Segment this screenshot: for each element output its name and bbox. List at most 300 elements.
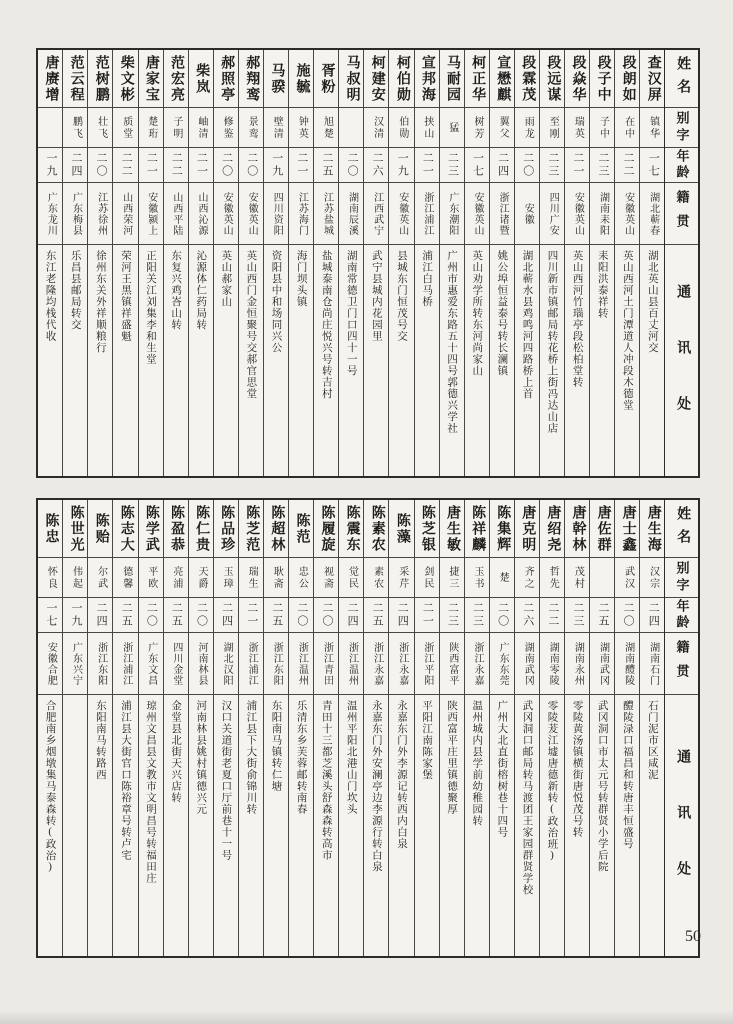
person-entry-column	[589, 50, 614, 476]
address-cell	[289, 695, 313, 956]
address-cell-text: 海门坝头镇	[295, 250, 307, 308]
age-cell-text: 二〇	[95, 152, 108, 178]
address-cell-text: 四川新市镇邮局转花桥上街冯达山店	[546, 250, 558, 434]
person-entry-column	[489, 500, 514, 956]
address-cell	[640, 695, 664, 956]
courtesy-name-cell	[364, 558, 388, 598]
native-place-cell-text: 浙江温州	[296, 641, 308, 686]
address-cell-text: 武宁县城内花园里	[370, 250, 382, 342]
address-cell-text: 耒阳洪泰祥转	[596, 250, 608, 319]
age-cell	[289, 148, 313, 183]
native-place-cell	[239, 183, 263, 245]
courtesy-name-cell-text: 觉民	[346, 565, 358, 590]
address-cell	[139, 245, 163, 476]
courtesy-name-cell-text: 瑞英	[572, 115, 584, 140]
courtesy-name-cell-text: 剑民	[421, 565, 433, 590]
name-cell	[440, 50, 464, 108]
native-place-cell	[540, 183, 564, 245]
native-place-cell	[314, 633, 338, 695]
address-cell-text: 乐昌县邮局转交	[69, 250, 81, 331]
name-cell-text: 陈藻	[394, 512, 410, 545]
person-entry-column	[414, 500, 439, 956]
address-cell	[88, 695, 112, 956]
native-place-cell	[339, 633, 363, 695]
native-place-cell-text: 安徽英山	[221, 191, 233, 236]
name-cell-text: 陈贻	[93, 512, 109, 545]
courtesy-name-cell	[540, 108, 564, 148]
address-cell	[113, 695, 137, 956]
courtesy-name-cell	[389, 108, 413, 148]
column-headers	[664, 500, 698, 956]
name-cell	[314, 50, 338, 108]
courtesy-name-cell	[665, 558, 698, 598]
age-cell-text: 二〇	[496, 602, 509, 628]
address-cell	[189, 245, 213, 476]
age-cell-text: 二四	[647, 602, 660, 628]
courtesy-name-cell	[540, 558, 564, 598]
address-cell-text: 温州平阳北港山门坎头	[345, 700, 357, 815]
age-cell-text: 二三	[597, 152, 609, 178]
native-place-cell-text: 广东龙川	[45, 191, 57, 236]
name-cell	[415, 50, 439, 108]
native-place-cell-text: 江苏海门	[296, 191, 308, 236]
native-place-cell-text: 广东梅县	[70, 191, 82, 236]
name-cell-text: 柴文彬	[118, 54, 134, 103]
courtesy-name-cell-text: 伯勋	[396, 115, 408, 140]
age-cell	[665, 598, 698, 633]
age-cell	[465, 148, 489, 183]
name-cell	[415, 500, 439, 558]
native-place-cell	[38, 183, 62, 245]
age-cell	[540, 598, 564, 633]
native-place-cell-text: 山西平陆	[170, 191, 182, 236]
native-place-cell-text: 湖南辰溪	[346, 191, 358, 236]
address-cell	[665, 695, 698, 956]
age-cell	[63, 148, 87, 183]
person-entry-column	[163, 500, 188, 956]
courtesy-name-cell	[239, 108, 263, 148]
name-cell	[615, 50, 639, 108]
address-cell-text: 姚公埠恒益泰号转长澜镇	[496, 250, 508, 377]
address-cell-text: 通讯处	[675, 748, 691, 917]
person-entry-column	[112, 50, 137, 476]
name-cell	[515, 50, 539, 108]
age-cell	[314, 598, 338, 633]
age-cell-text: 二〇	[320, 602, 333, 628]
person-entry-column	[112, 500, 137, 956]
native-place-cell-text: 山西荣河	[120, 191, 132, 236]
address-cell	[540, 695, 564, 956]
name-cell-text: 唐克明	[520, 504, 536, 553]
age-cell-text: 二〇	[145, 602, 158, 628]
address-cell	[314, 695, 338, 956]
native-place-cell	[590, 633, 614, 695]
address-cell	[389, 695, 413, 956]
name-cell-text: 唐赓增	[43, 54, 59, 103]
age-cell-text: 二一	[421, 602, 434, 628]
age-cell-text: 二六	[371, 152, 384, 178]
native-place-cell	[440, 183, 464, 245]
column-headers	[664, 50, 698, 476]
name-cell	[314, 500, 338, 558]
native-place-cell-text: 广东东莞	[497, 641, 509, 686]
age-cell	[239, 148, 263, 183]
courtesy-name-cell-text: 鹏飞	[70, 115, 82, 140]
native-place-cell	[665, 633, 698, 695]
page-number: 50	[685, 928, 701, 945]
person-entry-column	[539, 500, 564, 956]
age-cell	[164, 598, 188, 633]
courtesy-name-cell	[314, 108, 338, 148]
person-entry-column	[288, 50, 313, 476]
age-cell	[665, 148, 698, 183]
person-entry-column	[38, 500, 62, 956]
courtesy-name-cell-text: 武汉	[622, 565, 634, 590]
age-cell-text: 二四	[220, 602, 233, 628]
courtesy-name-cell-text: 汉宗	[647, 565, 659, 590]
native-place-cell	[490, 183, 514, 245]
age-cell-text: 二〇	[346, 152, 359, 178]
address-cell	[515, 695, 539, 956]
native-place-cell-text: 山西沁源	[195, 191, 207, 236]
address-cell	[615, 695, 639, 956]
name-cell	[189, 50, 213, 108]
name-cell-text: 陈盈恭	[168, 504, 184, 553]
age-cell	[339, 148, 363, 183]
native-place-cell	[565, 183, 589, 245]
age-cell-text: 二五	[170, 602, 183, 628]
address-cell-text: 武冈洞口市太元号转群贤小学后院	[596, 700, 608, 873]
person-entry-column	[87, 500, 112, 956]
native-place-cell-text: 浙江东阳	[271, 641, 283, 686]
age-cell-text: 二四	[95, 602, 108, 628]
name-cell	[239, 500, 263, 558]
age-cell	[615, 148, 639, 183]
age-cell	[139, 148, 163, 183]
native-place-cell	[415, 633, 439, 695]
courtesy-name-cell-text: 质堂	[120, 115, 132, 140]
address-cell	[264, 695, 288, 956]
name-cell	[565, 500, 589, 558]
native-place-cell	[189, 183, 213, 245]
native-place-cell-text: 浙江永嘉	[371, 641, 383, 686]
person-entry-column	[313, 500, 338, 956]
courtesy-name-cell	[164, 558, 188, 598]
address-cell	[364, 245, 388, 476]
address-cell	[239, 245, 263, 476]
age-cell-text: 二五	[270, 602, 283, 628]
age-cell-text: 年龄	[674, 599, 690, 631]
name-cell-text: 马骙	[269, 62, 285, 95]
age-cell-text: 二二	[622, 152, 635, 178]
name-cell	[465, 50, 489, 108]
person-entry-column	[313, 50, 338, 476]
age-cell-text: 二〇	[622, 602, 635, 628]
age-cell	[515, 148, 539, 183]
name-cell	[88, 50, 112, 108]
courtesy-name-cell	[590, 108, 614, 148]
courtesy-name-cell	[490, 558, 514, 598]
native-place-cell-text: 四川资阳	[271, 191, 283, 236]
address-cell	[465, 245, 489, 476]
courtesy-name-cell	[113, 108, 137, 148]
address-cell-text: 湖北蕲水县鸡鸣河四路桥上首	[521, 250, 533, 400]
name-cell	[640, 50, 664, 108]
address-cell	[214, 245, 238, 476]
native-place-cell-text: 浙江浦江	[246, 641, 258, 686]
age-cell	[38, 598, 62, 633]
courtesy-name-cell	[640, 558, 664, 598]
address-cell	[38, 695, 62, 956]
courtesy-name-cell	[615, 108, 639, 148]
address-cell-text: 徐州东关外祥顺粮行	[94, 250, 106, 354]
courtesy-name-cell-text: 岫清	[195, 115, 207, 140]
name-cell-text: 马叔明	[344, 54, 360, 103]
native-place-cell-text: 湖南武冈	[522, 641, 534, 686]
name-cell	[364, 500, 388, 558]
courtesy-name-cell	[490, 108, 514, 148]
person-entry-column	[589, 500, 614, 956]
courtesy-name-cell-text: 镇华	[647, 115, 659, 140]
age-cell	[565, 148, 589, 183]
name-cell	[665, 500, 698, 558]
name-cell-text: 柯建安	[369, 54, 385, 103]
native-place-cell	[515, 183, 539, 245]
age-cell-text: 一九	[270, 152, 283, 178]
courtesy-name-cell-text: 捷三	[446, 565, 458, 590]
name-cell	[640, 500, 664, 558]
address-cell	[189, 695, 213, 956]
person-entry-column	[564, 50, 589, 476]
courtesy-name-cell-text: 壮飞	[95, 115, 107, 140]
address-cell-text: 盐城泰南仓尚庄悦兴号转吉村	[320, 250, 332, 400]
address-cell	[214, 695, 238, 956]
age-cell-text: 二三	[446, 602, 459, 628]
person-entry-column	[62, 50, 87, 476]
native-place-cell	[63, 183, 87, 245]
age-cell-text: 二二	[170, 152, 183, 178]
person-entry-column	[489, 50, 514, 476]
courtesy-name-cell-text: 德馨	[120, 565, 132, 590]
courtesy-name-cell-text: 尔武	[95, 565, 107, 590]
name-cell-text: 马耐园	[445, 54, 461, 103]
age-cell-text: 二二	[546, 602, 559, 628]
age-cell	[339, 598, 363, 633]
address-cell	[164, 695, 188, 956]
courtesy-name-cell-text: 忠公	[296, 565, 308, 590]
name-cell-text: 宣懋麒	[495, 54, 511, 103]
age-cell-text: 二五	[597, 602, 609, 628]
address-cell	[440, 245, 464, 476]
name-cell-text: 胥粉	[319, 62, 335, 95]
age-cell	[540, 148, 564, 183]
native-place-cell-text: 江苏徐州	[95, 191, 107, 236]
courtesy-name-cell	[214, 108, 238, 148]
name-cell-text: 陈忠	[43, 512, 59, 545]
native-place-cell-text: 陕西富平	[446, 641, 458, 686]
age-cell-text: 二〇	[195, 602, 208, 628]
name-cell-text: 查汉屏	[645, 54, 661, 103]
native-place-cell-text: 浙江温州	[346, 641, 358, 686]
native-place-cell-text: 浙江平阳	[421, 641, 433, 686]
name-cell-text: 宣邦海	[419, 54, 435, 103]
age-cell-text: 二一	[571, 152, 584, 178]
name-cell	[214, 50, 238, 108]
name-cell-text: 姓名	[675, 55, 691, 102]
person-entry-column	[363, 500, 388, 956]
native-place-cell	[615, 183, 639, 245]
courtesy-name-cell	[615, 558, 639, 598]
native-place-cell	[38, 633, 62, 695]
courtesy-name-cell	[139, 108, 163, 148]
name-cell-text: 段远谋	[545, 54, 561, 103]
courtesy-name-cell-text: 汉清	[371, 115, 383, 140]
name-cell	[139, 500, 163, 558]
address-cell-text: 金堂县北街天兴店转	[170, 700, 182, 804]
native-place-cell	[389, 633, 413, 695]
name-cell-text: 柯伯勋	[394, 54, 410, 103]
name-cell-text: 陈震东	[344, 504, 360, 553]
address-cell	[63, 695, 87, 956]
courtesy-name-cell-text: 玉书	[472, 565, 484, 590]
native-place-cell-text: 湖南零陵	[547, 641, 559, 686]
name-cell-text: 唐家宝	[143, 54, 159, 103]
address-cell	[465, 695, 489, 956]
courtesy-name-cell-text: 耿斋	[271, 565, 283, 590]
address-cell	[339, 245, 363, 476]
address-cell-text: 东阳南马镇转仁塘	[270, 700, 282, 792]
address-cell	[590, 245, 614, 476]
courtesy-name-cell	[88, 108, 112, 148]
age-cell	[415, 148, 439, 183]
address-cell	[490, 245, 514, 476]
courtesy-name-cell	[264, 108, 288, 148]
person-entry-column	[338, 50, 363, 476]
address-cell	[339, 695, 363, 956]
native-place-cell-text: 安徽合肥	[45, 641, 57, 686]
name-cell-text: 范云程	[68, 54, 84, 103]
address-cell	[415, 245, 439, 476]
age-cell	[440, 148, 464, 183]
name-cell-text: 唐绍尧	[545, 504, 561, 553]
native-place-cell	[440, 633, 464, 695]
courtesy-name-cell-text: 猛	[446, 121, 458, 134]
courtesy-name-cell	[465, 558, 489, 598]
name-cell-text: 唐士鑫	[620, 504, 636, 553]
address-cell-text: 浦江白马桥	[421, 250, 433, 308]
address-cell	[490, 695, 514, 956]
address-cell	[615, 245, 639, 476]
address-cell	[665, 245, 698, 476]
age-cell	[88, 598, 112, 633]
name-cell-text: 陈素农	[369, 504, 385, 553]
name-cell	[239, 50, 263, 108]
courtesy-name-cell-text: 景鸾	[246, 115, 258, 140]
native-place-cell	[640, 183, 664, 245]
native-place-cell	[615, 633, 639, 695]
name-cell	[214, 500, 238, 558]
name-cell-text: 陈仁贵	[194, 504, 210, 553]
native-place-cell-text: 广东潮阳	[446, 191, 458, 236]
person-entry-column	[238, 50, 263, 476]
native-place-cell	[139, 633, 163, 695]
name-cell	[389, 50, 413, 108]
name-cell	[264, 50, 288, 108]
age-cell	[214, 598, 238, 633]
age-cell	[264, 148, 288, 183]
native-place-cell-text: 湖南永州	[572, 641, 584, 686]
address-cell-text: 资阳县中和场同兴公	[270, 250, 282, 354]
native-place-cell-text: 广东兴宁	[70, 641, 82, 686]
name-cell	[490, 50, 514, 108]
courtesy-name-cell	[415, 558, 439, 598]
age-cell-text: 二六	[521, 602, 534, 628]
courtesy-name-cell	[63, 108, 87, 148]
courtesy-name-cell-text: 齐之	[522, 565, 534, 590]
name-cell	[665, 50, 698, 108]
courtesy-name-cell	[113, 558, 137, 598]
age-cell-text: 二〇	[245, 152, 258, 178]
address-cell-text: 通讯处	[675, 283, 691, 452]
address-cell-text: 永嘉东门外安澜亭边李源行转白泉	[370, 700, 382, 873]
name-cell-text: 陈集辉	[495, 504, 511, 553]
address-cell	[515, 245, 539, 476]
address-cell-text: 东复兴鸡峇山转	[170, 250, 182, 331]
name-cell	[615, 500, 639, 558]
address-cell-text: 英山郝家山	[220, 250, 232, 308]
address-cell-text: 沁源体仁药局转	[195, 250, 207, 331]
name-cell-text: 施毓	[294, 62, 310, 95]
age-cell	[415, 598, 439, 633]
native-place-cell	[640, 633, 664, 695]
name-cell-text: 郝照亭	[219, 54, 235, 103]
person-entry-column	[213, 500, 238, 956]
age-cell	[113, 148, 137, 183]
courtesy-name-cell-text: 楚珩	[145, 115, 157, 140]
person-entry-column	[188, 500, 213, 956]
courtesy-name-cell-text: 挟山	[421, 115, 433, 140]
age-cell-text: 二三	[571, 602, 584, 628]
address-cell-text: 合肥南乡烟墩集马泰森转(政治)	[44, 700, 56, 874]
courtesy-name-cell-text: 伟起	[70, 565, 82, 590]
courtesy-name-cell	[590, 558, 614, 598]
native-place-cell-text: 籍贯	[674, 639, 690, 688]
address-cell-text: 县城东门恒茂号交	[395, 250, 407, 342]
address-cell	[264, 245, 288, 476]
age-cell	[465, 598, 489, 633]
age-cell	[38, 148, 62, 183]
age-cell-text: 一七	[44, 602, 57, 628]
age-cell	[189, 598, 213, 633]
address-cell-text: 零陵茇江墟唐德新转(政治班)	[546, 700, 558, 862]
native-place-cell	[164, 183, 188, 245]
name-cell-text: 陈芝范	[244, 504, 260, 553]
courtesy-name-cell-text: 钟英	[296, 115, 308, 140]
age-cell-text: 一九	[70, 602, 83, 628]
person-entry-column	[263, 500, 288, 956]
address-cell-text: 英山西河竹瑙亭段松柏堂转	[571, 250, 583, 388]
name-cell	[590, 500, 614, 558]
address-cell-text: 陕西富平庄里镇德聚厚	[446, 700, 458, 815]
native-place-cell	[465, 183, 489, 245]
name-cell	[189, 500, 213, 558]
age-cell-text: 一七	[647, 152, 660, 178]
native-place-cell-text: 湖南醴陵	[622, 641, 634, 686]
courtesy-name-cell	[214, 558, 238, 598]
age-cell	[364, 148, 388, 183]
native-place-cell-text: 河南林县	[195, 641, 207, 686]
courtesy-name-cell-text: 瑞生	[246, 565, 258, 590]
